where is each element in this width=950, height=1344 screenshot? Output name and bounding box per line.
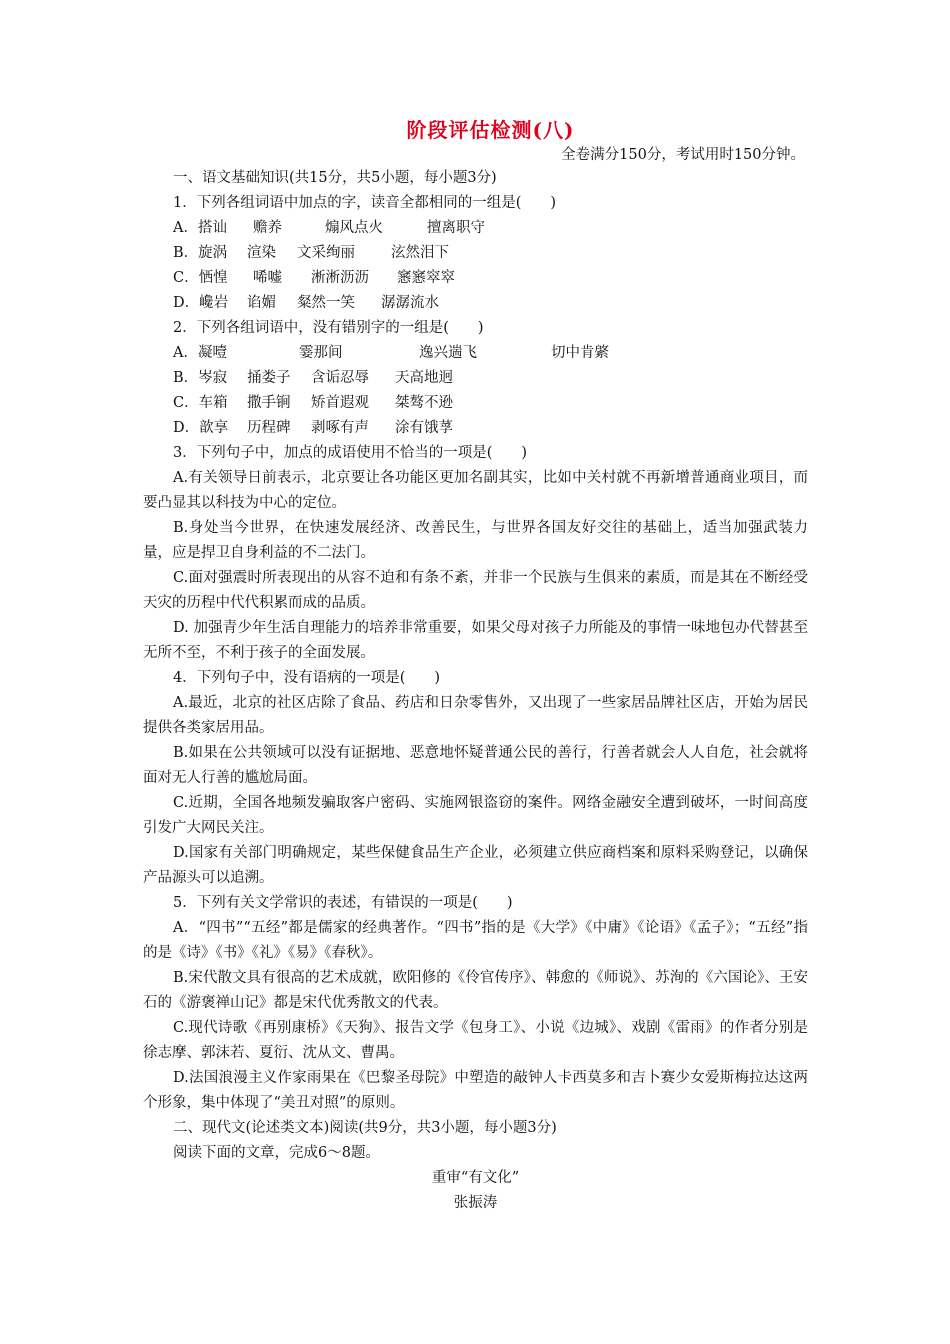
question-3-stem: 3．下列句子中，加点的成语使用不恰当的一项是( ) (173, 445, 528, 461)
q2d-w3: 剥啄有声 (311, 420, 369, 436)
question-2-option-d (143, 416, 808, 441)
question-2-option-b (143, 366, 808, 391)
page-title: 阶段评估检测(八) (406, 118, 575, 142)
question-1-stem: 1．下列各组词语中加点的字，读音全都相同的一组是( ) (173, 195, 557, 211)
reading-instruction: 阅读下面的文章，完成6～8题。 (173, 1145, 380, 1161)
section-heading-2: 二、现代文(论述类文本)阅读(共9分，共3小题，每小题3分) (173, 1120, 557, 1136)
question-1-option-c (143, 266, 808, 291)
question-2-stem: 2．下列各组词语中，没有错别字的一组是( ) (173, 320, 484, 336)
q2d-w4: 涂有饿莩 (395, 420, 453, 436)
q2c-w4: 桀骜不逊 (395, 395, 453, 411)
article-author: 张振涛 (453, 1195, 498, 1211)
q2a-w4: 切中肯綮 (551, 345, 609, 361)
question-3-option-d: D. 加强青少年生活自理能力的培养非常重要，如果父母对孩子力所能及的事情一味地包办代替甚至无所不至，不利于孩子的全面发展。 (143, 620, 808, 661)
question-4-option-b: B.如果在公共领域可以没有证据地、恶意地怀疑普通公民的善行，行善者就会人人自危，社会就将面对无人行善的尴尬局面。 (143, 745, 808, 786)
question-4-option-a: A.最近，北京的社区店除了食品、药店和日杂零售外，又出现了一些家居品牌社区店，开始为居民提供各类家居用品。 (143, 695, 808, 736)
question-5-option-d: D.法国浪漫主义作家雨果在《巴黎圣母院》中塑造的敲钟人卡西莫多和吉卜赛少女爱斯梅拉达这两个形象，集中体现了“美丑对照”的原则。 (143, 1070, 808, 1111)
q1d-w3: 粲然一笑 (297, 295, 355, 311)
q1c-w1: C．恓惶 (173, 270, 228, 286)
q2a-w3: 逸兴遄飞 (419, 345, 477, 361)
question-1-option-a (143, 216, 808, 241)
q1c-w3: 淅淅沥沥 (311, 270, 369, 286)
question-3-option-b: B.身处当今世界，在快速发展经济、改善民生，与世界各国友好交往的基础上，适当加强武装力量，应是捍卫自身利益的不二法门。 (143, 520, 808, 561)
section-heading-1: 一、语文基础知识(共15分，共5小题，每小题3分) (173, 170, 497, 186)
question-5-option-b: B.宋代散文具有很高的艺术成就，欧阳修的《伶官传序》、韩愈的《师说》、苏洵的《六国论》、王安石的《游褒禅山记》都是宋代优秀散文的代表。 (143, 970, 808, 1011)
q2d-w2: 历程碑 (247, 420, 291, 436)
question-2-option-c (143, 391, 808, 416)
q1b-w1: B．旋涡 (173, 245, 228, 261)
q2a-w1: A．凝噎 (173, 345, 227, 361)
q1a-w3: 煽风点火 (325, 220, 383, 236)
exam-page (143, 116, 808, 1216)
question-5-option-c: C.现代诗歌《再别康桥》《天狗》、报告文学《包身工》、小说《边城》、戏剧《雷雨》的作者分别是徐志摩、郭沫若、夏衍、沈从文、曹禺。 (143, 1020, 808, 1061)
q1b-w3: 文采绚丽 (297, 245, 355, 261)
q1a-w4: 擅离职守 (427, 220, 485, 236)
q1b-w2: 渲染 (247, 245, 276, 261)
q2b-w2: 捅娄子 (247, 370, 291, 386)
question-1-option-b (143, 241, 808, 266)
question-3-option-a: A.有关领导日前表示，北京要让各功能区更加名副其实，比如中关村就不再新增普通商业项目，而要凸显其以科技为中心的定位。 (143, 470, 808, 511)
question-3-option-c: C.面对强震时所表现出的从容不迫和有条不紊，并非一个民族与生俱来的素质，而是其在不断经受天灾的历程中代代积累而成的品质。 (143, 570, 808, 611)
question-1-option-d (143, 291, 808, 316)
question-4-option-c: C.近期，全国各地频发骗取客户密码、实施网银盗窃的案件。网络金融安全遭到破坏，一时间高度引发广大网民关注。 (143, 795, 808, 836)
question-4-option-d: D.国家有关部门明确规定，某些保健食品生产企业，必须建立供应商档案和原料采购登记，以确保产品源头可以追溯。 (143, 845, 808, 886)
q2c-w3: 矫首遐观 (311, 395, 369, 411)
q1d-w1: D．巉岩 (173, 295, 229, 311)
q1a-w2: 赡养 (253, 220, 282, 236)
q1d-w4: 潺潺流水 (381, 295, 439, 311)
q2b-w1: B．岑寂 (173, 370, 228, 386)
article-title: 重审“有文化” (431, 1170, 520, 1186)
q1c-w2: 唏嘘 (253, 270, 282, 286)
question-5-stem: 5．下列有关文学常识的表述，有错误的一项是( ) (173, 895, 513, 911)
q2a-w2: 霎那间 (299, 345, 343, 361)
q1d-w2: 谄媚 (247, 295, 276, 311)
q2b-w4: 天高地迥 (395, 370, 453, 386)
q2c-w2: 撒手锏 (247, 395, 291, 411)
q1c-w4: 窸窸窣窣 (397, 270, 455, 286)
question-2-option-a (143, 341, 808, 366)
q2c-w1: C．车箱 (173, 395, 228, 411)
q2b-w3: 含诟忍辱 (311, 370, 369, 386)
question-4-stem: 4．下列句子中，没有语病的一项是( ) (173, 670, 441, 686)
exam-info: 全卷满分150分，考试用时150分钟。 (561, 147, 805, 163)
q2d-w1: D．歆享 (173, 420, 229, 436)
question-5-option-a: A．“四书”“五经”都是儒家的经典著作。“四书”指的是《大学》《中庸》《论语》《孟子》；“五经”指的是《诗》《书》《礼》《易》《春秋》。 (143, 920, 808, 961)
q1b-w4: 泫然泪下 (391, 245, 449, 261)
q1a-w1: A．搭讪 (173, 220, 227, 236)
